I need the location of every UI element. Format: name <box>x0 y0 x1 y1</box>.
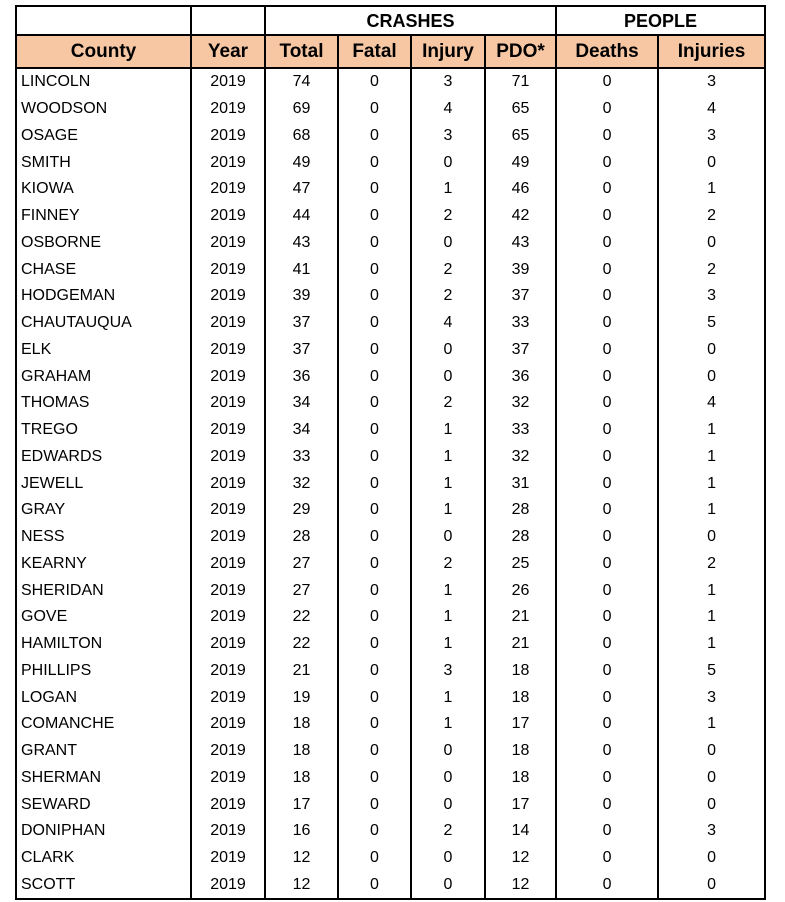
cell-total: 19 <box>265 684 338 711</box>
cell-county: EDWARDS <box>16 444 191 471</box>
cell-fatal: 0 <box>338 658 411 685</box>
cell-county: TREGO <box>16 417 191 444</box>
cell-total: 39 <box>265 283 338 310</box>
cell-injuries: 1 <box>658 470 765 497</box>
table-row <box>16 256 765 283</box>
cell-county: CLARK <box>16 845 191 872</box>
cell-injuries: 0 <box>658 524 765 551</box>
cell-year: 2019 <box>191 363 265 390</box>
table-row <box>16 872 765 900</box>
column-header-pdo: PDO* <box>485 35 556 68</box>
cell-injuries: 2 <box>658 551 765 578</box>
table-row <box>16 230 765 257</box>
cell-injuries: 0 <box>658 363 765 390</box>
cell-year: 2019 <box>191 337 265 364</box>
table-row <box>16 363 765 390</box>
table-row <box>16 96 765 123</box>
cell-deaths: 0 <box>556 631 658 658</box>
cell-pdo: 21 <box>485 604 556 631</box>
cell-deaths: 0 <box>556 765 658 792</box>
cell-total: 68 <box>265 123 338 150</box>
cell-year: 2019 <box>191 577 265 604</box>
cell-deaths: 0 <box>556 444 658 471</box>
cell-pdo: 32 <box>485 444 556 471</box>
cell-year: 2019 <box>191 417 265 444</box>
cell-pdo: 18 <box>485 658 556 685</box>
cell-fatal: 0 <box>338 337 411 364</box>
cell-deaths: 0 <box>556 363 658 390</box>
cell-total: 49 <box>265 149 338 176</box>
table-row <box>16 470 765 497</box>
cell-year: 2019 <box>191 256 265 283</box>
cell-fatal: 0 <box>338 176 411 203</box>
cell-year: 2019 <box>191 738 265 765</box>
cell-year: 2019 <box>191 390 265 417</box>
cell-county: HODGEMAN <box>16 283 191 310</box>
cell-pdo: 49 <box>485 149 556 176</box>
cell-county: LOGAN <box>16 684 191 711</box>
cell-county: CHASE <box>16 256 191 283</box>
cell-deaths: 0 <box>556 497 658 524</box>
cell-deaths: 0 <box>556 872 658 900</box>
cell-injury: 4 <box>411 310 485 337</box>
cell-injury: 4 <box>411 96 485 123</box>
cell-deaths: 0 <box>556 818 658 845</box>
cell-total: 36 <box>265 363 338 390</box>
cell-injuries: 0 <box>658 149 765 176</box>
cell-injury: 1 <box>411 470 485 497</box>
cell-injury: 0 <box>411 363 485 390</box>
table-row <box>16 203 765 230</box>
column-header-county: County <box>16 35 191 68</box>
cell-pdo: 12 <box>485 872 556 900</box>
cell-injuries: 4 <box>658 390 765 417</box>
cell-total: 33 <box>265 444 338 471</box>
cell-fatal: 0 <box>338 310 411 337</box>
cell-year: 2019 <box>191 524 265 551</box>
cell-pdo: 39 <box>485 256 556 283</box>
table-row <box>16 711 765 738</box>
cell-deaths: 0 <box>556 417 658 444</box>
cell-pdo: 18 <box>485 738 556 765</box>
cell-injuries: 3 <box>658 68 765 96</box>
cell-fatal: 0 <box>338 123 411 150</box>
cell-pdo: 26 <box>485 577 556 604</box>
cell-pdo: 36 <box>485 363 556 390</box>
cell-injuries: 1 <box>658 444 765 471</box>
cell-injuries: 0 <box>658 337 765 364</box>
cell-injury: 1 <box>411 176 485 203</box>
cell-total: 74 <box>265 68 338 96</box>
cell-pdo: 42 <box>485 203 556 230</box>
cell-fatal: 0 <box>338 765 411 792</box>
cell-deaths: 0 <box>556 577 658 604</box>
cell-pdo: 17 <box>485 791 556 818</box>
cell-total: 29 <box>265 497 338 524</box>
table-row <box>16 845 765 872</box>
cell-total: 18 <box>265 738 338 765</box>
cell-pdo: 21 <box>485 631 556 658</box>
cell-pdo: 32 <box>485 390 556 417</box>
cell-fatal: 0 <box>338 791 411 818</box>
cell-total: 27 <box>265 577 338 604</box>
cell-year: 2019 <box>191 310 265 337</box>
cell-county: GRAHAM <box>16 363 191 390</box>
cell-year: 2019 <box>191 872 265 900</box>
cell-pdo: 31 <box>485 470 556 497</box>
cell-pdo: 71 <box>485 68 556 96</box>
cell-deaths: 0 <box>556 390 658 417</box>
cell-year: 2019 <box>191 684 265 711</box>
cell-deaths: 0 <box>556 230 658 257</box>
cell-year: 2019 <box>191 470 265 497</box>
cell-injury: 0 <box>411 845 485 872</box>
cell-injury: 2 <box>411 818 485 845</box>
cell-fatal: 0 <box>338 497 411 524</box>
cell-county: OSBORNE <box>16 230 191 257</box>
table-row <box>16 390 765 417</box>
cell-fatal: 0 <box>338 203 411 230</box>
cell-injuries: 3 <box>658 684 765 711</box>
table-row <box>16 149 765 176</box>
cell-year: 2019 <box>191 123 265 150</box>
cell-deaths: 0 <box>556 684 658 711</box>
cell-county: SCOTT <box>16 872 191 900</box>
cell-year: 2019 <box>191 230 265 257</box>
cell-county: SHERIDAN <box>16 577 191 604</box>
cell-fatal: 0 <box>338 631 411 658</box>
cell-year: 2019 <box>191 604 265 631</box>
cell-injuries: 3 <box>658 123 765 150</box>
cell-total: 28 <box>265 524 338 551</box>
cell-year: 2019 <box>191 68 265 96</box>
cell-injuries: 1 <box>658 497 765 524</box>
cell-year: 2019 <box>191 444 265 471</box>
group-header-people: PEOPLE <box>556 6 765 35</box>
cell-injuries: 1 <box>658 711 765 738</box>
cell-deaths: 0 <box>556 711 658 738</box>
cell-injury: 1 <box>411 711 485 738</box>
cell-county: ELK <box>16 337 191 364</box>
cell-injuries: 0 <box>658 845 765 872</box>
cell-county: SEWARD <box>16 791 191 818</box>
cell-injury: 2 <box>411 256 485 283</box>
cell-county: OSAGE <box>16 123 191 150</box>
cell-fatal: 0 <box>338 711 411 738</box>
cell-pdo: 33 <box>485 417 556 444</box>
cell-fatal: 0 <box>338 845 411 872</box>
cell-injuries: 1 <box>658 604 765 631</box>
cell-total: 21 <box>265 658 338 685</box>
cell-injuries: 0 <box>658 230 765 257</box>
group-header-blank-county <box>16 6 191 35</box>
cell-fatal: 0 <box>338 684 411 711</box>
cell-injuries: 1 <box>658 417 765 444</box>
cell-year: 2019 <box>191 497 265 524</box>
cell-deaths: 0 <box>556 738 658 765</box>
cell-county: HAMILTON <box>16 631 191 658</box>
cell-fatal: 0 <box>338 872 411 900</box>
cell-total: 47 <box>265 176 338 203</box>
cell-fatal: 0 <box>338 149 411 176</box>
cell-fatal: 0 <box>338 256 411 283</box>
cell-year: 2019 <box>191 791 265 818</box>
cell-total: 37 <box>265 310 338 337</box>
cell-deaths: 0 <box>556 337 658 364</box>
table-row <box>16 417 765 444</box>
cell-deaths: 0 <box>556 203 658 230</box>
cell-county: GRANT <box>16 738 191 765</box>
group-header-row <box>16 6 765 35</box>
cell-injuries: 2 <box>658 203 765 230</box>
cell-injury: 2 <box>411 203 485 230</box>
cell-injuries: 4 <box>658 96 765 123</box>
cell-injury: 3 <box>411 68 485 96</box>
cell-year: 2019 <box>191 96 265 123</box>
cell-deaths: 0 <box>556 524 658 551</box>
cell-county: KIOWA <box>16 176 191 203</box>
cell-injury: 1 <box>411 631 485 658</box>
cell-pdo: 46 <box>485 176 556 203</box>
table-row <box>16 604 765 631</box>
cell-year: 2019 <box>191 765 265 792</box>
cell-year: 2019 <box>191 203 265 230</box>
cell-fatal: 0 <box>338 96 411 123</box>
column-header-deaths: Deaths <box>556 35 658 68</box>
cell-injury: 1 <box>411 684 485 711</box>
cell-injuries: 1 <box>658 176 765 203</box>
cell-pdo: 14 <box>485 818 556 845</box>
cell-deaths: 0 <box>556 310 658 337</box>
cell-total: 41 <box>265 256 338 283</box>
cell-year: 2019 <box>191 551 265 578</box>
cell-total: 69 <box>265 96 338 123</box>
cell-deaths: 0 <box>556 176 658 203</box>
table-row <box>16 524 765 551</box>
cell-pdo: 12 <box>485 845 556 872</box>
table-row <box>16 631 765 658</box>
cell-total: 32 <box>265 470 338 497</box>
cell-county: NESS <box>16 524 191 551</box>
column-header-injury: Injury <box>411 35 485 68</box>
cell-total: 34 <box>265 417 338 444</box>
cell-pdo: 37 <box>485 283 556 310</box>
cell-deaths: 0 <box>556 791 658 818</box>
table-row <box>16 123 765 150</box>
cell-pdo: 18 <box>485 765 556 792</box>
table-row <box>16 310 765 337</box>
table-row <box>16 497 765 524</box>
cell-deaths: 0 <box>556 658 658 685</box>
cell-pdo: 28 <box>485 524 556 551</box>
cell-injury: 0 <box>411 791 485 818</box>
cell-injury: 1 <box>411 577 485 604</box>
cell-injury: 3 <box>411 123 485 150</box>
cell-total: 12 <box>265 872 338 900</box>
cell-fatal: 0 <box>338 818 411 845</box>
cell-fatal: 0 <box>338 604 411 631</box>
cell-fatal: 0 <box>338 363 411 390</box>
cell-total: 17 <box>265 791 338 818</box>
cell-county: SMITH <box>16 149 191 176</box>
cell-pdo: 65 <box>485 96 556 123</box>
table-row <box>16 684 765 711</box>
cell-county: GOVE <box>16 604 191 631</box>
cell-injury: 0 <box>411 765 485 792</box>
cell-year: 2019 <box>191 845 265 872</box>
table-row <box>16 765 765 792</box>
cell-pdo: 43 <box>485 230 556 257</box>
cell-injuries: 5 <box>658 658 765 685</box>
cell-county: JEWELL <box>16 470 191 497</box>
cell-pdo: 18 <box>485 684 556 711</box>
cell-total: 34 <box>265 390 338 417</box>
cell-total: 22 <box>265 631 338 658</box>
cell-fatal: 0 <box>338 417 411 444</box>
cell-county: WOODSON <box>16 96 191 123</box>
cell-injury: 0 <box>411 524 485 551</box>
cell-deaths: 0 <box>556 551 658 578</box>
cell-total: 27 <box>265 551 338 578</box>
cell-year: 2019 <box>191 631 265 658</box>
cell-pdo: 33 <box>485 310 556 337</box>
cell-county: GRAY <box>16 497 191 524</box>
cell-injuries: 3 <box>658 283 765 310</box>
cell-deaths: 0 <box>556 256 658 283</box>
table-row <box>16 658 765 685</box>
cell-year: 2019 <box>191 818 265 845</box>
cell-injuries: 0 <box>658 738 765 765</box>
cell-deaths: 0 <box>556 845 658 872</box>
cell-injuries: 1 <box>658 631 765 658</box>
cell-total: 16 <box>265 818 338 845</box>
table-row <box>16 337 765 364</box>
crash-data-table <box>15 5 766 900</box>
cell-fatal: 0 <box>338 524 411 551</box>
cell-county: COMANCHE <box>16 711 191 738</box>
cell-total: 44 <box>265 203 338 230</box>
cell-year: 2019 <box>191 711 265 738</box>
cell-injury: 0 <box>411 738 485 765</box>
cell-pdo: 65 <box>485 123 556 150</box>
table-row <box>16 818 765 845</box>
cell-deaths: 0 <box>556 68 658 96</box>
cell-year: 2019 <box>191 658 265 685</box>
cell-year: 2019 <box>191 176 265 203</box>
cell-deaths: 0 <box>556 283 658 310</box>
table-row <box>16 444 765 471</box>
cell-fatal: 0 <box>338 551 411 578</box>
cell-fatal: 0 <box>338 444 411 471</box>
cell-total: 37 <box>265 337 338 364</box>
cell-injuries: 2 <box>658 256 765 283</box>
cell-fatal: 0 <box>338 738 411 765</box>
cell-fatal: 0 <box>338 390 411 417</box>
cell-county: KEARNY <box>16 551 191 578</box>
cell-total: 43 <box>265 230 338 257</box>
column-header-injuries: Injuries <box>658 35 765 68</box>
cell-deaths: 0 <box>556 604 658 631</box>
cell-injury: 3 <box>411 658 485 685</box>
cell-fatal: 0 <box>338 283 411 310</box>
column-header-year: Year <box>191 35 265 68</box>
cell-injury: 0 <box>411 149 485 176</box>
cell-pdo: 25 <box>485 551 556 578</box>
table-body <box>16 68 765 899</box>
cell-injuries: 5 <box>658 310 765 337</box>
group-header-crashes: CRASHES <box>265 6 556 35</box>
column-header-row <box>16 35 765 68</box>
cell-total: 18 <box>265 711 338 738</box>
cell-injury: 1 <box>411 444 485 471</box>
cell-fatal: 0 <box>338 470 411 497</box>
cell-injury: 1 <box>411 604 485 631</box>
cell-injuries: 1 <box>658 577 765 604</box>
cell-fatal: 0 <box>338 230 411 257</box>
cell-pdo: 17 <box>485 711 556 738</box>
column-header-fatal: Fatal <box>338 35 411 68</box>
cell-year: 2019 <box>191 283 265 310</box>
cell-total: 12 <box>265 845 338 872</box>
cell-injury: 2 <box>411 283 485 310</box>
cell-county: DONIPHAN <box>16 818 191 845</box>
table-row <box>16 577 765 604</box>
cell-total: 22 <box>265 604 338 631</box>
column-header-total: Total <box>265 35 338 68</box>
table-row <box>16 176 765 203</box>
cell-deaths: 0 <box>556 149 658 176</box>
cell-injuries: 0 <box>658 765 765 792</box>
cell-fatal: 0 <box>338 577 411 604</box>
cell-deaths: 0 <box>556 470 658 497</box>
cell-deaths: 0 <box>556 123 658 150</box>
cell-injury: 0 <box>411 230 485 257</box>
table-row <box>16 791 765 818</box>
cell-pdo: 37 <box>485 337 556 364</box>
cell-injury: 1 <box>411 497 485 524</box>
table-row <box>16 68 765 96</box>
cell-injury: 2 <box>411 390 485 417</box>
cell-total: 18 <box>265 765 338 792</box>
cell-injury: 0 <box>411 337 485 364</box>
cell-county: LINCOLN <box>16 68 191 96</box>
cell-county: PHILLIPS <box>16 658 191 685</box>
cell-injuries: 3 <box>658 818 765 845</box>
cell-fatal: 0 <box>338 68 411 96</box>
cell-injury: 0 <box>411 872 485 900</box>
cell-injuries: 0 <box>658 872 765 900</box>
cell-deaths: 0 <box>556 96 658 123</box>
cell-county: THOMAS <box>16 390 191 417</box>
group-header-blank-year <box>191 6 265 35</box>
table-row <box>16 283 765 310</box>
table-row <box>16 551 765 578</box>
cell-county: FINNEY <box>16 203 191 230</box>
cell-injury: 2 <box>411 551 485 578</box>
cell-year: 2019 <box>191 149 265 176</box>
table-row <box>16 738 765 765</box>
cell-county: CHAUTAUQUA <box>16 310 191 337</box>
cell-injuries: 0 <box>658 791 765 818</box>
cell-pdo: 28 <box>485 497 556 524</box>
cell-county: SHERMAN <box>16 765 191 792</box>
cell-injury: 1 <box>411 417 485 444</box>
